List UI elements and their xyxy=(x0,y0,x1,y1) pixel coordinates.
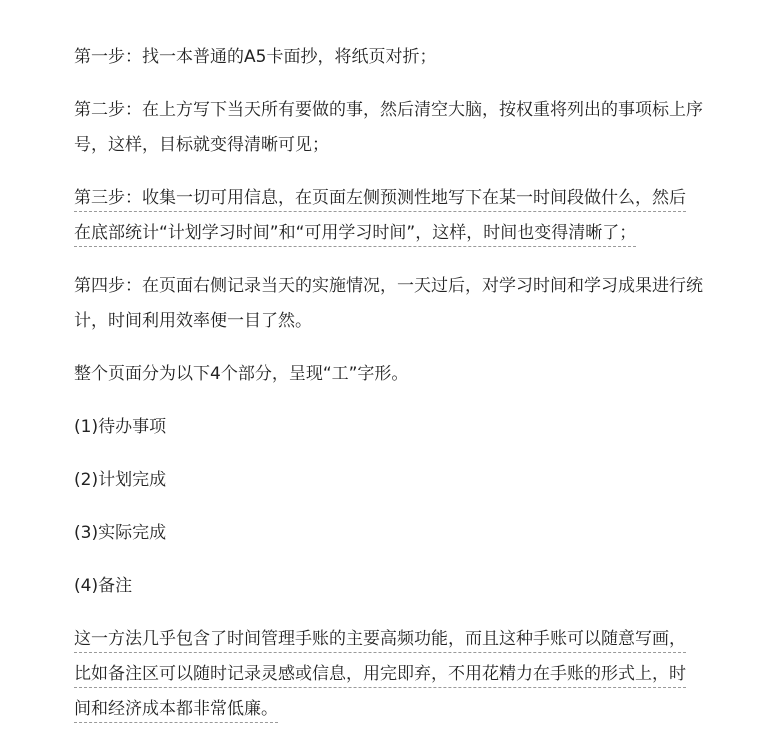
part-4-item: (4)备注 xyxy=(74,576,133,596)
part-1-item: (1)待办事项 xyxy=(74,417,167,437)
summary-paragraph xyxy=(74,622,728,727)
layout-intro-paragraph: 整个页面分为以下4个部分，呈现“工”字形。 xyxy=(74,364,409,384)
summary-line-3: 间和经济成本都非常低廉。 xyxy=(74,699,278,723)
step-3-line-2: 在底部统计“计划学习时间”和“可用学习时间”，这样，时间也变得清晰了； xyxy=(74,223,636,247)
step-4-paragraph: 第四步：在页面右侧记录当天的实施情况，一天过后，对学习时间和学习成果进行统计，时间利用效率便一目了然。 xyxy=(74,276,703,331)
step-3-line-1: 第三步：收集一切可用信息，在页面左侧预测性地写下在某一时间段做什么，然后 xyxy=(74,188,686,212)
article-body xyxy=(74,40,728,745)
part-2-item: (2)计划完成 xyxy=(74,470,167,490)
summary-line-2: 比如备注区可以随时记录灵感或信息，用完即弃，不用花精力在手账的形式上，时 xyxy=(74,664,686,688)
step-3-paragraph xyxy=(74,181,728,251)
step-1-paragraph: 第一步：找一本普通的A5卡面抄，将纸页对折； xyxy=(74,47,437,67)
step-2-paragraph: 第二步：在上方写下当天所有要做的事，然后清空大脑，按权重将列出的事项标上序号，这样，目标就变得清晰可见； xyxy=(74,100,703,155)
part-3-item: (3)实际完成 xyxy=(74,523,167,543)
summary-line-1: 这一方法几乎包含了时间管理手账的主要高频功能，而且这种手账可以随意写画， xyxy=(74,629,686,653)
